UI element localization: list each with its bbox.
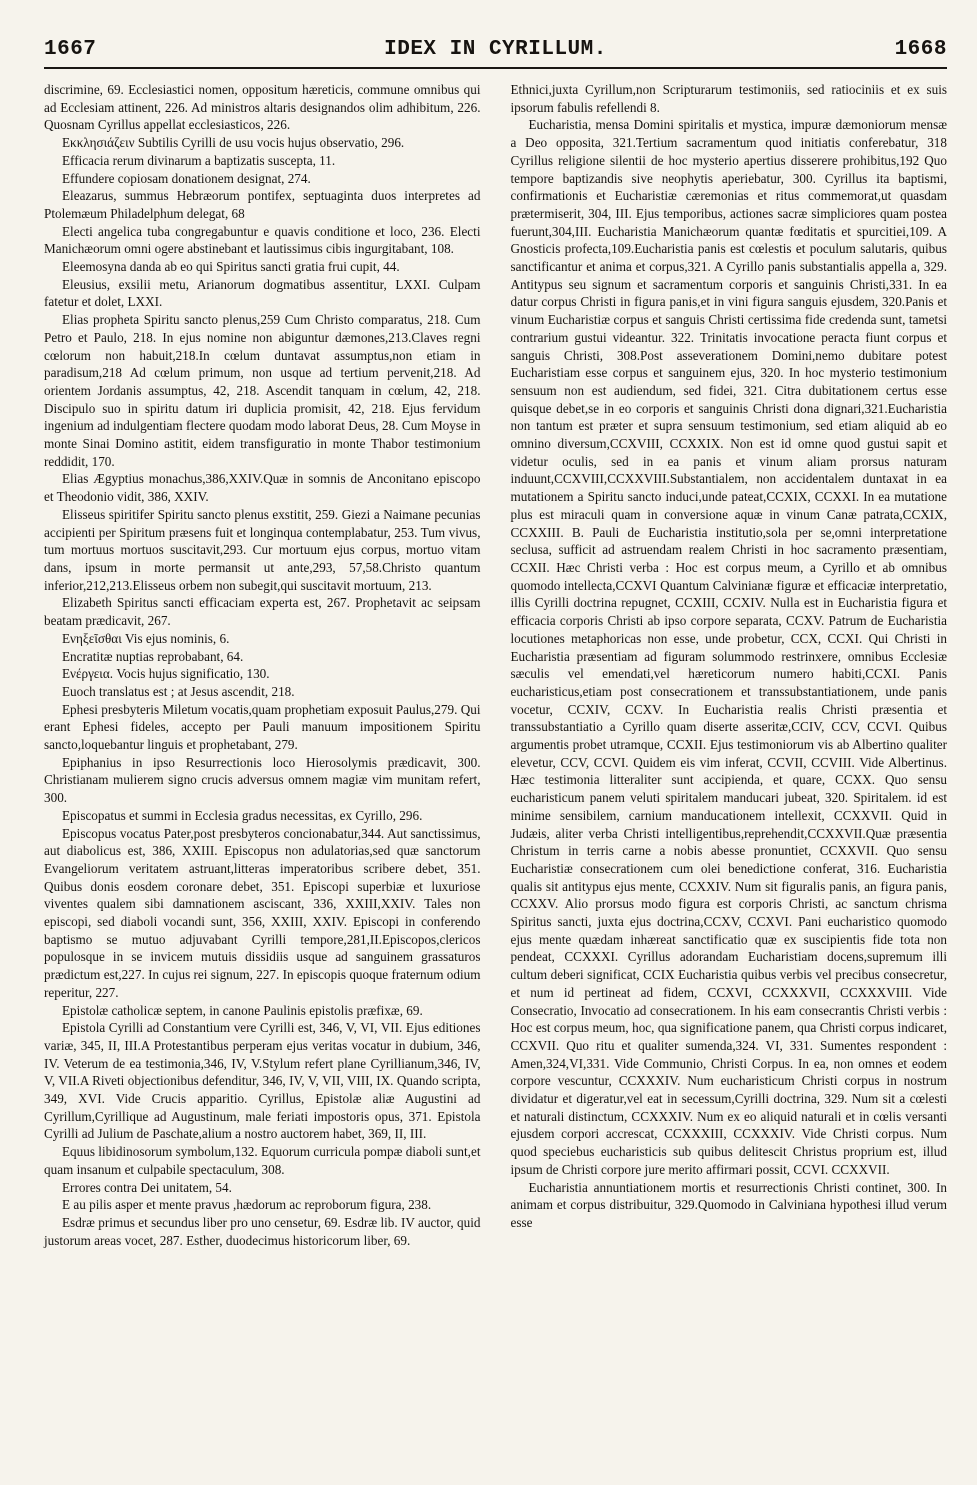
index-entry: Encratitæ nuptias reprobabant, 64. — [62, 648, 244, 664]
index-entry: Errores contra Dei unitatem, 54. — [62, 1179, 232, 1195]
index-entry: Ephesi presbyteris Miletum vocatis,quam prophetiam exposuit Paulus,279. Qui erant Ephesi fideles, accepto per Pauli manuum impositionem Spiritu sancto,loquebantur linguis et prophetabant, 279. — [44, 701, 481, 753]
index-entry: Ethnici,juxta Cyrillum,non Scripturarum testimoniis, sed ratiociniis et ex suis ipsorum fabulis refellendi 8. — [510, 82, 947, 115]
index-entry: Epistola Cyrilli ad Constantium vere Cyrilli est, 346, V, VI, VII. Ejus editiones variæ, 345, II, III.A Protestantibus perperam ejus veritas vocatur in dubium, 346, IV. Veterum de ea testimonia,346, IV, V.Stylum refert plane Cyrillianum,346, IV, V, VII.A Riveti objectionibus defenditur, 346, IV, V, VII, VIII, IX. Quando scripta, 349, XVI. Vide Crucis apparitio. Cyrillus, Epistolæ aliæ Augustini ad Cyrillum,Cyrillique ad Augustinum, male feriati impostoris opus, 371. Epistola Cyrilli ad Julium de Paschate,alium a nostro auctorem habet, 369, II, III. — [44, 1020, 481, 1142]
index-entry: Epiphanius in ipso Resurrectionis loco Hierosolymis prædicavit, 300. Christianam mulierem signo crucis adversus omnem magiæ vim munitam refert, 300. — [44, 754, 481, 806]
index-entry: Εκκλησιάζειν Subtilis Cyrilli de usu vocis hujus observatio, 296. — [62, 135, 405, 151]
index-entry: Elias propheta Spiritu sancto plenus,259 Cum Christo comparatus, 218. Cum Petro et Paulo, 218. In ejus nomine non abiguntur dæmones,213.Claves regni cœlorum non habuit,218.In cœlum duntavat assumptus,non etiam in paradisum,218 Ad cœlum primum, non usque ad tertium pervenit,218. Ad orientem Jordanis assumptus, 42, 218. Ascendit tanquam in cœlum, 42, 218. Discipulo suo in spiritu datum iri duplicia promisit, 42, 218. Ejus fervidum ingenium ad indulgentiam flectere quodam modo laborat Deus, 28. Cum Moyse in monte Sinai Domino astitit, eidem transfiguratio in monte Thabor testimonium reddidit, 170. — [44, 312, 481, 469]
right-page-number: 1668 — [894, 38, 947, 61]
index-entry: Elias Ægyptius monachus,386,XXIV.Quæ in somnis de Anconitano episcopo et Theodonio vidit, 386, XXIV. — [44, 471, 481, 505]
index-entry: Epistolæ catholicæ septem, in canone Paulinis epistolis præfixæ, 69. — [62, 1002, 423, 1018]
index-entry: Euoch translatus est ; at Jesus ascendit, 218. — [62, 683, 295, 699]
running-title: IDEX IN CYRILLUM. — [384, 38, 607, 61]
index-entry: Eleusius, exsilii metu, Arianorum dogmatibus assentitur, LXXI. Culpam fatetur et dolet, LXXI. — [44, 276, 481, 310]
page-header — [44, 38, 947, 61]
index-entry: Elisseus spiritifer Spiritu sancto plenus exstitit, 259. Giezi a Naimane pecunias accipienti per Spiritum præsens fuit et longinqua contemplabatur, 253. Tum vivus, tum mortuus mortuos suscitavit,293. Cur mortuum ejus corpus, mortuo vitam dans, ipsum in morte permansit ut ante,293, 57,58.Christo quantum inferior,212,213.Elisseus orbem non subegit,qui suscitavit mortuum, 213. — [44, 506, 481, 593]
right-column — [511, 81, 948, 1249]
index-entry: Episcopatus et summi in Ecclesia gradus necessitas, ex Cyrillo, 296. — [62, 807, 423, 823]
left-column — [44, 81, 481, 1249]
index-entry: Episcopus vocatus Pater,post presbyteros concionabatur,344. Aut sanctissimus, aut diabolicus est, 386, XXIII. Episcopus non adulatorias,sed quæ sanctorum Evangeliorum veritatem astruant,litteras imperatoribus scribere debet, 351. Quibus donis eosdem coronare debet, 351. Episcopi superbiæ et luxuriose viventes qualem sibi damnationem asciscant, 336, XXIII,XXIV. Tales non episcopi, sed diaboli vocandi sunt, 356, XXIII, XXIV. Episcopi in conferendo baptismo se mutuo adjuvabant Cyrilli tempore,281,II.Episcopos,clericos populosque in se invicem mutuis dissidiis usque ad sanguinem grassaturos prædictum est,227. In cujus rei signum, 227. In episcopis quoque fraternum odium reperitur, 227. — [44, 825, 481, 1000]
index-entry: Equus libidinosorum symbolum,132. Equorum curricula pompæ diaboli sunt,et quam insanum et culpabile spectaculum, 308. — [44, 1144, 481, 1177]
index-entry: E au pilis asper et mente pravus ,hædorum ac reproborum figura, 238. — [62, 1197, 432, 1213]
index-entry: Eleazarus, summus Hebræorum pontifex, septuaginta duos interpretes ad Ptolemæum Philadelphum delegat, 68 — [44, 188, 481, 221]
index-entry: Ενέργεια. Vocis hujus significatio, 130. — [62, 666, 270, 682]
header-rule — [44, 67, 947, 69]
index-entry: Electi angelica tuba congregabuntur e quavis conditione et loco, 236. Electi Manichæorum omni ogere abstinebant et lautissimus cibis ingurgitabant, 108. — [44, 223, 481, 257]
index-entry: discrimine, 69. Ecclesiastici nomen, oppositum hæreticis, commune omnibus qui ad Ecclesiam attinent, 226. Ad ministros altaris designandos olim adhibitum, 226. Quosnam Cyrillus appellat ecclesiasticos, 226. — [44, 82, 481, 133]
index-entry: Effundere copiosam donationem designat, 274. — [62, 170, 311, 186]
index-entry: Eleemosyna danda ab eo qui Spiritus sancti gratia frui cupit, 44. — [62, 259, 400, 275]
index-entry: Efficacia rerum divinarum a baptizatis suscepta, 11. — [62, 152, 336, 168]
index-entry: Eucharistia, mensa Domini spiritalis et mystica, impuræ dæmoniorum mensæ a Deo opposita, 321.Tertium sacramentum quod initiatis conferebatur, 318 Cyrillus religione silentii de hoc mysterio apertius disserere prohibitus,192 Quo tempore baptizandis sive neophytis aperiebatur, 300. Cyrillus ita baptismi, confirmationis et Eucharistiæ cæremonias et ritus commemorat,ut quasdam prætermiserit, 304, III. Ejus temporibus, actiones sacræ simpliciores quam postea fuerunt,304,III. Eucharistia Manichæorum quantæ fœditatis et spurcitiei,109. A Gnosticis profecta,109.Eucharistia panis est cœlestis et poculum salutaris, quibus sanctificantur et anima et corpus,321. A Cyrillo panis substantialis appella a, 329. Antitypus seu signum et sacramentum corporis et sanguinis Christi,331. In ea datur corpus Christi in figura panis,et in vini figura sanguis ejusdem, 320.Panis et vinum Eucharistiæ corpus et sanguis Christi certissima fide credenda sunt, tametsi contrarium gustui videantur. 322. Trinitatis invocatione peracta fiunt corpus et sanguis Christi, 308.Post asseverationem Domini,nemo dubitare potest Eucharistiam esse corpus et sanguinem ejus, 320. In hoc mysterio testimonium sensuum non est audiendum, sed fidei, 321. Citra dubitationem certus esse quisque debet,se in eo corporis et sanguinis Christi dona dignari,321.Eucharistia non tantum est præter et supra sensuum testimonium, sed etiam aliquid ab eo omnino diversum,CCXVIII, CCXXIX. Non est id omne quod gustui sapit et videtur oculis, sed in ea panis et vinum aliam prorsus naturam induunt,CCXVIII,CCXXVIII.Substantialem, non accidentalem duntaxat in ea mutationem a Spiritu sancto induci,unde pateat,CCXIX, CCXXI. In ea mutatione plus est miraculi quam in conversione aquæ in vinum Canæ patrata,CCXIX, CCXXIII. B. Pauli de Eucharistia institutio,sola per se,omni interpretatione seclusa, sufficit ad astruendam realem Christi in hoc sacramento præsentiam, CCXII. Hæc Christi verba : Hoc est corpus meum, a Cyrillo et ab omnibus quomodo intellecta,CCXVI Quantum Calvinianæ figuræ et efficaciæ interpretatio, illis Cyrilli doctrina repugnet, CCXIII, CCXIV. Nulla est in Eucharistia figura et efficacia corporis Christi ab ipso corpore separata, CCXV. Patrum de Eucharistia locutiones metaphoricas non esse, unde probetur, CCX, CCXI. Qui Christi in Eucharistia præsentiam ad figuram solummodo restrinxere, omnibus Ecclesiæ sæculis vel emendati,vel hæreticorum numero habiti,CCXI. Panis eucharisticus,etiam post consecrationem et transsubstantiationem, unde panis vocetur, CCXIV, CCXV. In Eucharistia realis Christi præsentia et transsubstantiatio a Cyrillo quam diserte asseritæ,CCIV, CCV, CCVI. Quibus argumentis probet utramque, CCXII. Ejus testimoniorum vis ab Albertino qualiter elevetur, CCV, CCVI. Quidem eis vim inferat, CCVII, CCVIII. Vide Albertinus. Hæc testimonia litteraliter sunt accipienda, et quare, CCXX. Quo sensu eucharisticum panem veluti spiritalem manducari jubeat, 320. Spiritalem. id est minime sensibilem, carnium manducationem intellexit, CCXXVII. Quid in Judæis, aliter verba Christi intelligentibus,reprehendit,CCXXVII.Quæ præsentia Christum in terris carne a nobis abesse pronuntiet, CCXXVII. Quo sensu Eucharistiæ consecrationem cum olei benedictione conferat, 316. Eucharistia qualis sit antitypus ejus mente, CCXXIV. Num sit figuralis panis, an figura panis, CCXXV. Alio prorsus modo figura est corporis Christi, ac sanctum chrisma Spiritus sancti, juxta ejus doctrina,CCXV, CCXVI. Pani eucharistico quomodo ejus mente quædam inhæreat sanctificatio quæ ex suscipientis fide tota non pendeat, CCXXXI. Cyrillus adorandam Eucharistiam docens,supremum illi cultum deberi significat, CCIX Eucharistia quibus verbis vel precibus consecretur, et num id pertineat ad fidem, CCXVI, CCXXXVII, CCXXXVIII. Vide Consecratio, Invocatio ad consecrationem. In his eam consecrantis Christi verbis : Hoc est corpus meum, hoc, qua significatione panem, qua Christi corpus indicaret, CCXVII. Quo ritu et qualiter sumenda,324. VI, 331. Sumentes respondent : Amen,324,VI,331. Vide Communio, Christi Corpus. In ea, non omnes et eodem corpore vescuntur, CCXXXIV. Num eucharisticum Christi corpus in nostrum dividatur et digeratur,vel eat in secessum,Cyrilli doctrina, 329. Num sit a cœlesti et naturali distinctum, CCXXXIV. Num ex eo aliquid naturali et in cœlis versanti ejusdem corpori accrescat, CCXXXIII, CCXXXIV. Vide Christi corpus. Num quod speciebus eucharisticis sub quibus delitescit Christus proprium est, illud ipsum de Christi corpore jure merito affirmari possit, CCVI. CCXXVII. — [510, 117, 947, 1177]
index-columns — [44, 81, 947, 1249]
index-entry: Ενηξεῖσθαι Vis ejus nominis, 6. — [62, 630, 230, 646]
index-entry: Esdræ primus et secundus liber pro uno censetur, 69. Esdræ lib. IV auctor, quid justorum areas vocet, 287. Esther, duodecimus historicorum liber, 69. — [44, 1215, 481, 1248]
index-entry: Elizabeth Spiritus sancti efficaciam experta est, 267. Prophetavit ac seipsam beatam prædicavit, 267. — [44, 595, 481, 629]
index-entry: Eucharistia annuntiationem mortis et resurrectionis Christi continet, 300. In animam et corpus distribuitur, 329.Quomodo in Calviniana hypothesi illud verum esse — [510, 1179, 947, 1230]
left-page-number: 1667 — [44, 38, 97, 61]
